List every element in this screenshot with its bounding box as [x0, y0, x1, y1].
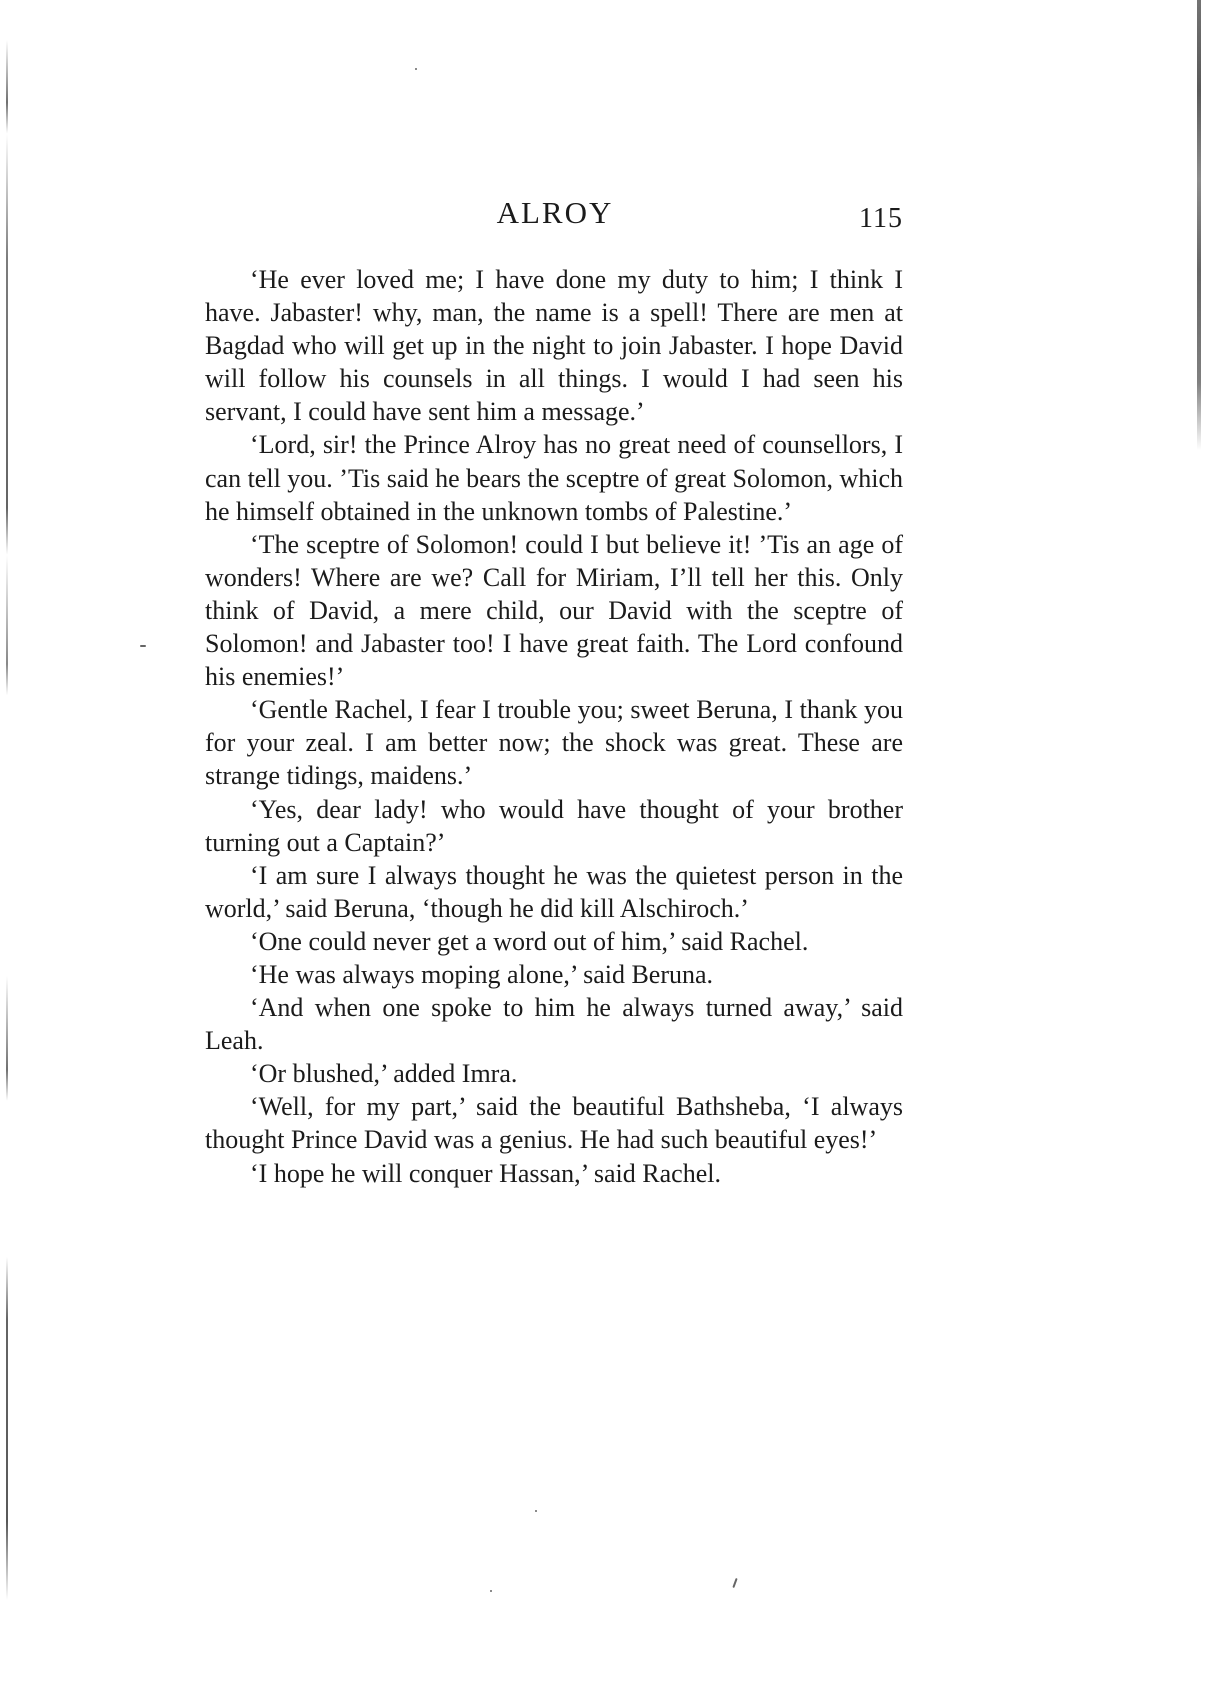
paragraph: ‘The sceptre of Solomon! could I but believe it! ’Tis an age of wonders! Where are we? Call for Miriam, I’ll tell her this. Only think of David, a mere child, our David with the sceptre of Solomon! and Jabaster too! I have great faith. The Lord confound his enemies!’ [205, 529, 903, 692]
paper-speck [415, 68, 417, 70]
paragraph: ‘I hope he will conquer Hassan,’ said Rachel. [250, 1158, 721, 1188]
paper-speck [490, 1590, 492, 1592]
running-title: ALROY [496, 195, 614, 230]
paragraph: ‘Or blushed,’ added Imra. [250, 1059, 518, 1089]
paper-speck [535, 1510, 537, 1512]
page-header [205, 195, 905, 235]
page-edge-shadow-left [6, 40, 8, 1600]
paragraph: ‘He was always moping alone,’ said Beruna. [250, 959, 714, 989]
paragraph: ‘Yes, dear lady! who would have thought of your brother turning out a Captain?’ [205, 794, 903, 857]
paragraph: ‘One could never get a word out of him,’ said Rachel. [250, 926, 809, 956]
body-text [205, 263, 903, 1190]
paragraph: ‘He ever loved me; I have done my duty to him; I think I have. Jabaster! why, man, the name is a spell! There are men at Bagdad who will get up in the night to join Jabaster. I hope David will follow his counsels in all things. I would I had seen his servant, I could have sent him a message.’ [205, 265, 903, 427]
paragraph: ‘Lord, sir! the Prince Alroy has no great need of counsellors, I can tell you. ’Tis said he bears the sceptre of great Solomon, which he himself obtained in the unknown tombs of Palestine.’ [205, 430, 903, 526]
page-edge-shadow-right [1197, 0, 1201, 450]
paragraph: ‘And when one spoke to him he always turned away,’ said Leah. [205, 993, 903, 1056]
paragraph: ‘I am sure I always thought he was the quietest person in the world,’ said Beruna, ‘though he did kill Alschiroch.’ [205, 860, 903, 923]
paragraph: ‘Well, for my part,’ said the beautiful Bathsheba, ‘I always thought Prince David was a genius. He had such beautiful eyes!’ [205, 1092, 903, 1155]
paper-speck [140, 645, 146, 647]
paragraph: ‘Gentle Rachel, I fear I trouble you; sweet Beruna, I thank you for your zeal. I am better now; the shock was great. These are strange tidings, maidens.’ [205, 695, 903, 791]
paper-speck [732, 1578, 737, 1588]
page-number: 115 [859, 203, 903, 234]
